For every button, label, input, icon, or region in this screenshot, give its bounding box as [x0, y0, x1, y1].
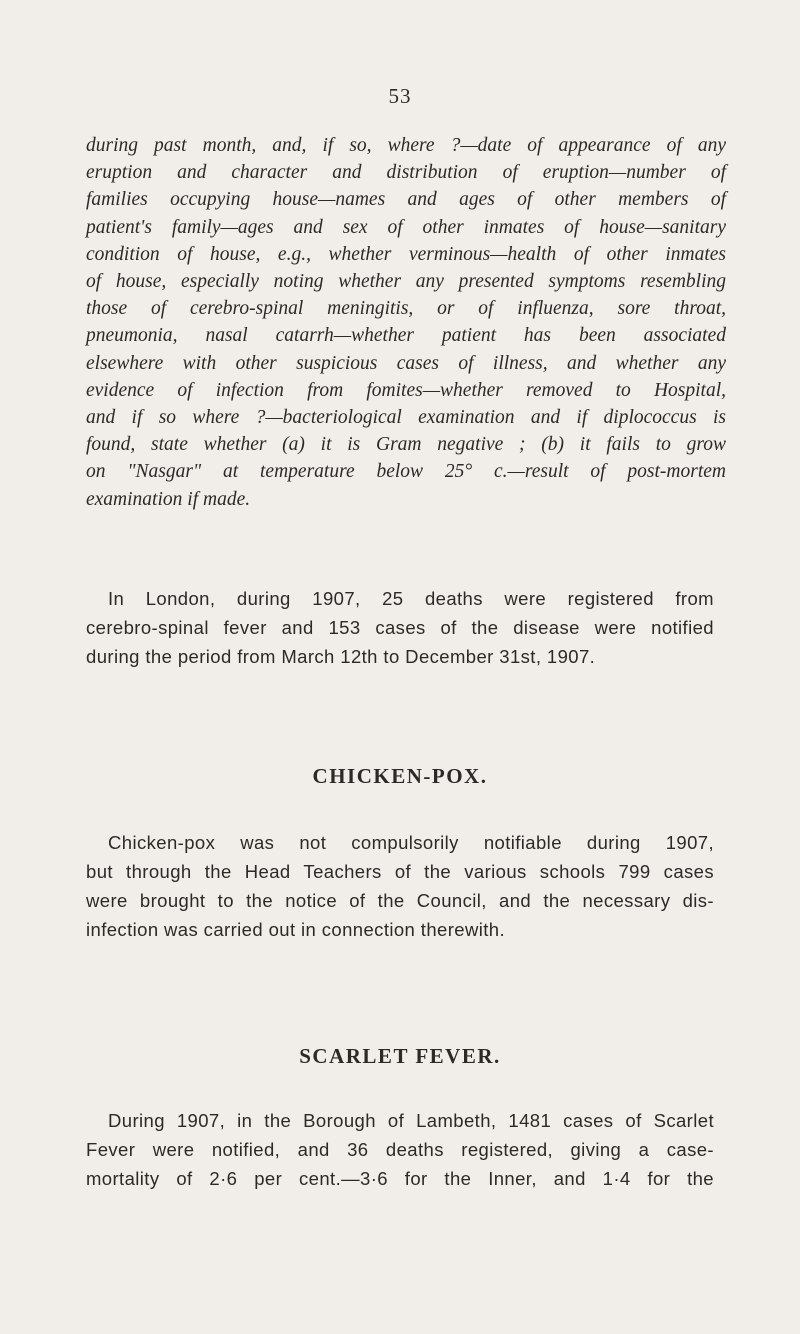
- text-line: but through the Head Teachers of the various schools 799 cases: [86, 861, 714, 882]
- text-line: In London, during 1907, 25 deaths were registered from: [108, 588, 714, 609]
- text-line: mortality of 2·6 per cent.—3·6 for the Inner, and 1·4 for the: [86, 1168, 714, 1189]
- text-line: infection was carried out in connection therewith.: [86, 919, 505, 940]
- text-line: eruption and character and distribution of eruption—number of: [86, 162, 726, 184]
- page-number: 53: [388, 84, 412, 108]
- chicken-pox-paragraph: [86, 828, 714, 944]
- text-line: were brought to the notice of the Council, and the necessary dis-: [86, 890, 714, 911]
- text-line: During 1907, in the Borough of Lambeth, 1481 cases of Scarlet: [108, 1110, 714, 1131]
- london-cerebro-spinal-paragraph: [86, 584, 714, 671]
- text-line: patient's family—ages and sex of other inmates of house—sanitary: [86, 216, 726, 238]
- text-line: during the period from March 12th to December 31st, 1907.: [86, 646, 596, 667]
- text-line: on "Nasgar" at temperature below 25° c.—result of post-mortem: [86, 461, 726, 483]
- text-line: cerebro-spinal fever and 153 cases of the disease were notified: [86, 617, 714, 638]
- text-line: of house, especially noting whether any presented symptoms resembling: [86, 271, 726, 293]
- text-line: evidence of infection from fomites—whether removed to Hospital,: [86, 379, 726, 401]
- text-line: families occupying house—names and ages of other members of: [86, 189, 726, 211]
- text-line: those of cerebro-spinal meningitis, or of influenza, sore throat,: [86, 298, 726, 320]
- text-line: during past month, and, if so, where ?—date of appearance of any: [86, 135, 726, 156]
- scarlet-fever-heading: SCARLET FEVER.: [299, 1044, 501, 1068]
- chicken-pox-heading: CHICKEN-POX.: [312, 764, 488, 788]
- scarlet-fever-paragraph: [86, 1106, 714, 1193]
- investigation-instructions-paragraph: [86, 132, 726, 513]
- text-line: Chicken-pox was not compulsorily notifiable during 1907,: [108, 832, 714, 853]
- text-line: condition of house, e.g., whether verminous—health of other inmates: [86, 243, 726, 265]
- text-line: Fever were notified, and 36 deaths registered, giving a case-: [86, 1139, 714, 1160]
- text-line: examination if made.: [86, 488, 251, 510]
- text-line: elsewhere with other suspicious cases of illness, and whether any: [86, 352, 726, 374]
- text-line: pneumonia, nasal catarrh—whether patient has been associated: [86, 325, 726, 347]
- text-line: found, state whether (a) it is Gram negative ; (b) it fails to grow: [86, 434, 726, 456]
- text-line: and if so where ?—bacteriological examination and if diplococcus is: [86, 407, 726, 429]
